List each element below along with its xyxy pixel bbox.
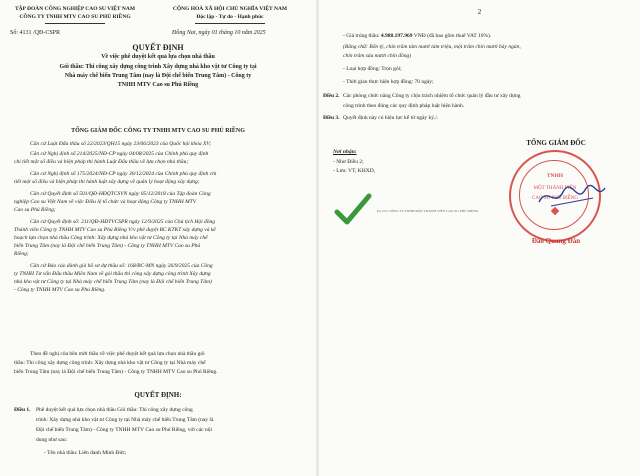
basis-line: Cao su Phú Riềng; (14, 207, 56, 213)
basis-line: Căn cứ Quyết định số 501/QĐ-HĐQTCSVN ngày 05/12/2018 của Tập đoàn Công (30, 191, 211, 197)
basis-line: Căn cứ Quyết định số: 211/QĐ-HĐTVCSPR ngày 12/9/2025 của Chủ tịch Hội đồng (30, 219, 215, 225)
seal-text-top: TNHH (546, 173, 564, 179)
basis-line: Căn cứ Nghị định số 175/2024/NĐ-CP ngày 30/12/2024 của Chính phủ quy định chi (30, 171, 217, 177)
request-line: Theo đề nghị của bên mời thầu về việc phê duyệt kết quả lựa chọn nhà thầu gói (30, 351, 205, 357)
basis-line: ty TNHH Tư vấn Đấu thầu Miền Nam về gói thầu thi công xây dựng công trình Xây dựng (14, 271, 211, 277)
article-2-line: công trình theo đúng các quy định pháp luật hiện hành. (343, 103, 465, 109)
recipient-item: - Lưu: VT, KHXD, (333, 168, 376, 174)
recipients-label: Nơi nhận: (333, 149, 357, 155)
basis-line: Căn cứ Nghị định số 214/2025/NĐ-CP ngày 04/08/2025 của Chính phủ quy định (30, 151, 209, 157)
recipient-item: - Như Điều 2; (333, 159, 364, 165)
article-1-label: Điều 1. (14, 407, 31, 413)
article-2-line: Các phòng chức năng Công ty chịu trách nhiệm tổ chức quản lý đầu tư xây dựng (343, 93, 521, 99)
basis-line: chi tiết một số điều và biện pháp thi hành Luật Đấu thầu về lựa chọn nhà thầu; (14, 159, 189, 165)
header-org-2: CÔNG TY TNHH MTV CAO SU PHÚ RIỀNG (19, 14, 131, 20)
signer-title: TỔNG GIÁM ĐỐC (526, 139, 586, 147)
basis-line: Căn cứ Báo cáo đánh giá hồ sơ dự thầu số: 168/BC-MN ngày 26/9/2025 của Công (30, 263, 213, 269)
page-number: 2 (477, 8, 482, 16)
winning-price-value: 4.988.197.969 (380, 33, 413, 39)
basis-line: tiết một số điều và biện pháp thi hành luật xây dựng về quản lý hoạt động xây dựng; (14, 179, 200, 185)
authority-heading: TỔNG GIÁM ĐỐC CÔNG TY TNHH MTV CAO SU PHÚ RIỀNG (71, 128, 245, 134)
basis-line: hoạch lựa chọn nhà thầu Công trình: Xây dựng nhà kho vật tư Công ty tại Nhà máy chế (14, 235, 208, 241)
package-line: Gói thầu: Thi công xây dựng công trình Xây dựng nhà kho vật tư Công ty tại (59, 64, 257, 70)
basis-line: nhà kho vật tư Công ty tại Nhà máy chế biến Trung Tâm (nay là Đội chế biến Trung Tâm) (14, 279, 212, 285)
article-1-line: trình: Xây dựng nhà kho vật tư Công ty tại Nhà máy chế biến Trung Tâm (nay là (36, 417, 214, 423)
price-in-words: (Bằng chữ: Bốn tỷ, chín trăm tám mươi tám triệu, một trăm chín mươi bảy ngàn, (343, 44, 521, 50)
header-divider-left (45, 23, 105, 24)
article-2-label: Điều 2. (323, 93, 340, 99)
basis-line: Riềng; (14, 251, 29, 257)
contract-duration: - Thời gian thực hiện hợp đồng: 70 ngày; (343, 79, 434, 85)
document-subtitle: Về việc phê duyệt kết quả lựa chọn nhà thầu (101, 54, 215, 60)
article-3-text: Quyết định này có hiệu lực kể từ ngày ký./. (343, 115, 439, 121)
header-nation: CỘNG HOÀ XÃ HỘI CHỦ NGHĨA VIỆT NAM (172, 6, 288, 12)
handwritten-signature (537, 182, 607, 210)
package-line: TNHH MTV Cao su Phú Riềng (117, 82, 199, 88)
article-1-line: Phê duyệt kết quả lựa chọn nhà thầu Gói thầu: Thi công xây dựng công (36, 407, 193, 413)
left-document-page (0, 0, 316, 476)
winning-price-line: - Giá trúng thầu: 4.988.197.969 VNĐ (đã bao gồm thuế VAT 10%). (343, 33, 492, 39)
digital-signature-check-icon (333, 190, 373, 230)
header-motto: Độc lập - Tự do - Hạnh phúc (196, 14, 264, 20)
package-line: Nhà máy chế biến Trung Tâm (nay là Đội chế biến Trung Tâm) - Công ty (64, 73, 252, 79)
basis-line: Căn cứ Luật Đấu thầu số 22/2023/QH15 ngày 23/06/2023 của Quốc hội khóa XV; (30, 141, 212, 147)
header-divider-right (195, 23, 265, 24)
document-title: QUYẾT ĐỊNH (132, 43, 184, 52)
document-number: Số: 4131 /QĐ-CSPR (10, 30, 61, 36)
request-line: biến Trung Tâm (nay là Đội chế biến Trung Tâm) - Công ty TNHH MTV Cao su Phú Riềng. (14, 369, 218, 375)
signer-name: Đào Quang Đán (531, 237, 581, 245)
seal-text-mid: MỘT THÀNH VIÊN (533, 186, 577, 191)
right-document-page (319, 0, 640, 476)
price-in-words: chín trăm sáu mươi chín đồng) (343, 53, 412, 59)
header-org-1: TẬP ĐOÀN CÔNG NGHIỆP CAO SU VIỆT NAM (14, 6, 136, 12)
request-line: thầu: Thi công xây dựng công trình: Xây dựng nhà kho vật tư Công ty tại Nhà máy chế (14, 360, 206, 366)
contract-type: - Loại hợp đồng: Trọn gói; (343, 66, 402, 72)
seal-text-bot: CAO SU PHÚ RIỀNG (532, 196, 578, 201)
article-1-line: dung như sau: (36, 437, 68, 443)
basis-line: biến Trung Tâm (nay là Đội chế biến Trung Tâm) - Công ty TNHH MTV Cao su Phú (14, 243, 201, 249)
article-3-label: Điều 3. (323, 115, 340, 121)
place-date: Đồng Nai, ngày 01 tháng 10 năm 2025 (172, 30, 266, 36)
decides-heading: QUYẾT ĐỊNH: (134, 391, 182, 399)
digital-signature-caption: Ký bởi: CÔNG TY TNHH MỘT THÀNH VIÊN CAO SU PHÚ RIỀNG (377, 209, 479, 213)
article-1-line: Đội chế biến Trung Tâm) - Công ty TNHH MTV Cao su Phú Riềng, với các nội (36, 427, 212, 433)
contractor-name: - Tên nhà thầu: Liên danh Minh Đức; (44, 450, 127, 456)
basis-line: - Công ty TNHH MTV Cao su Phú Riềng. (14, 287, 106, 293)
basis-line: Thành viên Công ty TNHH MTV Cao su Phú Riềng V/v phê duyệt BC KTKT xây dựng và kế (14, 227, 216, 233)
basis-line: nghiệp Cao su Việt Nam về việc Điều lệ tổ chức và hoạt động Công ty TNHH MTV (14, 199, 197, 205)
